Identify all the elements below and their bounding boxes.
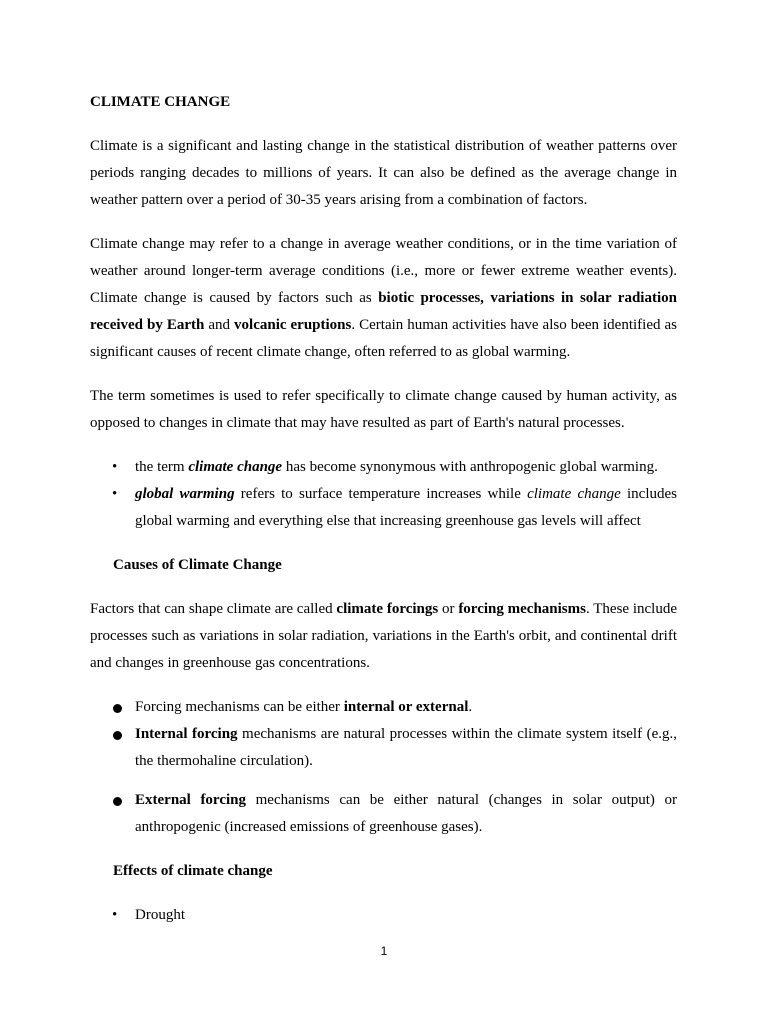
- causes-bold-b: forcing mechanisms: [458, 601, 586, 617]
- causes-b2-bold: Internal forcing: [135, 726, 238, 742]
- bullet-icon: •: [112, 486, 118, 502]
- causes-heading: Causes of Climate Change: [113, 557, 282, 573]
- causes-b1-bold: internal or external: [343, 699, 469, 715]
- page-number: 1: [380, 944, 388, 958]
- term-b1-text-a: the term: [135, 459, 189, 475]
- causes-b3-bold: External forcing: [135, 792, 246, 808]
- term-b1-term: climate change: [188, 459, 283, 475]
- list-item: [90, 787, 677, 841]
- bullet-icon: •: [112, 459, 118, 475]
- term-b2-text-b: includes global warming and everything else that increasing greenhouse gas levels will affect: [135, 486, 677, 529]
- term-bullet-list: [90, 454, 677, 535]
- intro-p2-text-a: Climate change may refer to a change in average weather conditions, or in the time variation of weather around longer-term average conditions (i.e., more or fewer extreme weather events). Climate change is caused by factors such as: [90, 236, 677, 306]
- causes-text-a: Factors that can shape climate are called: [90, 601, 337, 617]
- term-b2-italic: climate change: [527, 486, 621, 502]
- list-item: [90, 454, 677, 481]
- intro-paragraph-2: [90, 231, 677, 366]
- effects-heading: Effects of climate change: [113, 863, 273, 879]
- document-title: CLIMATE CHANGE: [90, 94, 231, 110]
- causes-bullet-list: [90, 694, 677, 841]
- causes-b1-text-b: .: [468, 699, 473, 715]
- list-item: [90, 694, 677, 721]
- causes-paragraph: [90, 596, 677, 677]
- causes-b1-text-a: Forcing mechanisms can be either: [135, 699, 344, 715]
- bullet-icon: •: [112, 907, 118, 923]
- document-body: [90, 89, 677, 946]
- bullet-icon: [113, 704, 122, 713]
- bullet-icon: [113, 731, 122, 740]
- causes-text-d: . These include processes such as variations in solar radiation, variations in the Earth's orbit, and continental drift and changes in greenhouse gas concentrations.: [90, 601, 678, 671]
- intro-paragraph-3: The term sometimes is used to refer specifically to climate change caused by human activity, as opposed to changes in climate that may have resulted as part of Earth's natural processes.: [90, 388, 677, 431]
- causes-bold-a: climate forcings: [336, 601, 439, 617]
- term-b2-term: global warming: [135, 486, 235, 502]
- term-b2-text-a: refers to surface temperature increases while: [234, 486, 528, 502]
- effects-item-text: Drought: [135, 907, 185, 923]
- list-item: [90, 902, 677, 929]
- causes-text-c: or: [438, 601, 459, 617]
- term-b1-text-b: has become synonymous with anthropogenic global warming.: [282, 459, 658, 475]
- intro-p2-text-d: . Certain human activities have also been identified as significant causes of recent climate change, often referred to as global warming.: [90, 317, 677, 360]
- intro-p2-text-c: and: [204, 317, 235, 333]
- intro-paragraph-1: Climate is a significant and lasting change in the statistical distribution of weather patterns over periods ranging decades to millions of years. It can also be defined as the average change in weather pattern over a period of 30-35 years arising from a combination of factors.: [90, 138, 677, 208]
- causes-b3-text: mechanisms can be either natural (changes in solar output) or anthropogenic (increased emissions of greenhouse gases).: [135, 792, 678, 835]
- intro-p2-bold-b: volcanic eruptions: [234, 317, 352, 333]
- effects-bullet-list: [90, 902, 677, 929]
- list-item: [90, 481, 677, 535]
- bullet-icon: [113, 797, 122, 806]
- intro-p2-bold-a: biotic processes, variations in solar radiation received by Earth: [90, 290, 677, 333]
- list-item: [90, 721, 677, 775]
- causes-b2-text: mechanisms are natural processes within the climate system itself (e.g., the thermohaline circulation).: [135, 726, 678, 769]
